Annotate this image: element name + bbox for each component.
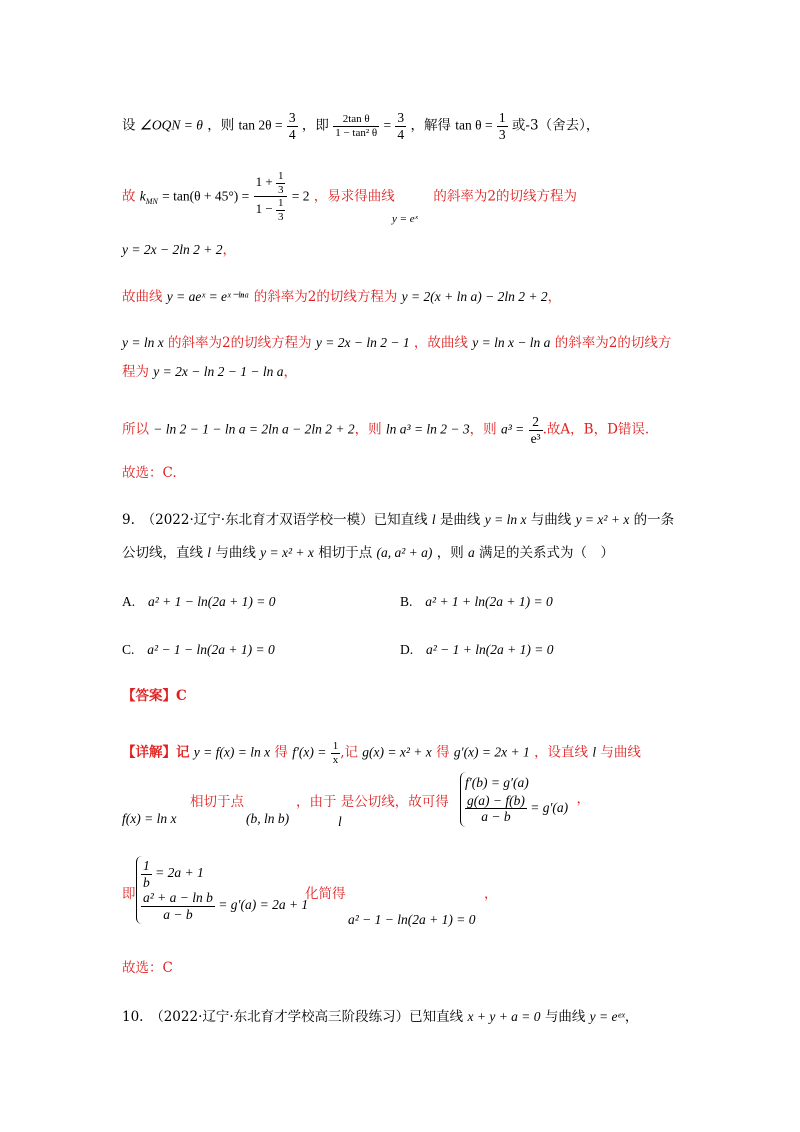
- math: y = 2x − ln 2 − 1: [315, 335, 410, 350]
- math: y = 2x − ln 2 − 1 − ln a: [153, 364, 284, 379]
- question-9-line-1: 9. （2022·辽宁·东北育才双语学校一模）已知直线 l 是曲线 y = ln x 与曲线 y = x² + x 的一条: [122, 512, 675, 528]
- detail-line-3-result: a² − 1 − ln(2a + 1) = 0: [348, 912, 476, 927]
- line-7: 所以 − ln 2 − 1 − ln a = 2ln a − 2ln 2 + 2，则 ln a³ = ln 2 − 3，则 a³ = $\frac{2}{\text{e³}}$ .故A，B，D错误.: [122, 414, 650, 446]
- math: y = ln x − ln a: [472, 335, 551, 350]
- text: 的斜率为2的切线方程为: [433, 188, 577, 205]
- text: 设: [122, 117, 136, 134]
- math: y = aeˣ = eˣ⁻ˡⁿᵃ: [166, 289, 250, 304]
- detail-line-2-l: l: [338, 814, 342, 829]
- curve-label: y = eˣ: [392, 213, 418, 225]
- detail-line-2-text2: ，由于 是公切线，故可得: [296, 794, 449, 810]
- math: a³ =: [500, 421, 525, 437]
- math: y = ln x: [122, 335, 164, 350]
- text: 或-3（舍去），: [511, 117, 600, 134]
- math: = tan(θ + 45°) =: [162, 188, 250, 204]
- option-c: C. a² − 1 − ln(2a + 1) = 0: [122, 642, 275, 657]
- math: tan θ =: [455, 117, 493, 133]
- detail-line-3-simplify: 化简得: [305, 886, 346, 902]
- math: − ln 2 − 1 − ln a = 2ln a − 2ln 2 + 2: [153, 421, 355, 437]
- math: tan 2θ =: [238, 117, 283, 133]
- fraction: $\frac{1}{3}$: [498, 110, 506, 142]
- math: = 2: [291, 188, 310, 204]
- detail-line-3-tail: ，: [484, 886, 498, 902]
- question-10: 10. （2022·辽宁·东北育才学校高三阶段练习）已知直线 x + y + a = 0 与曲线 y = eᵉˣ，: [122, 1009, 639, 1025]
- fraction: $\frac{3}{4}$: [397, 110, 405, 142]
- detail-line-4: 故选：C: [122, 960, 173, 976]
- line-5: y = ln x 的斜率为2的切线方程为 y = 2x − ln 2 − 1 ，故曲线 y = ln x − ln a 的斜率为2的切线方: [122, 335, 672, 351]
- line-1: 设 ∠OQN = θ ，则 tan 2θ = $\frac{3}{4}$ ，即 $\frac{\text{2tan θ}}{\text{1 − tan² θ}}$ = $\frac{3}{4}$ ，解得 tan θ = $\frac{1}{3}$ 或-3（舍去），: [122, 110, 600, 142]
- fraction: $\frac{2}{\text{e³}}$: [530, 414, 541, 446]
- text: ，解得: [410, 117, 451, 134]
- fraction: $\frac{\text{2tan θ}}{\text{1 − tan² θ}}$: [335, 112, 378, 139]
- math-sub: MN: [145, 196, 158, 206]
- option-b: B. a² + 1 + ln(2a + 1) = 0: [400, 594, 553, 609]
- math: y = 2x − 2ln 2 + 2: [122, 242, 223, 257]
- fraction: $\frac{3}{4}$: [288, 110, 296, 142]
- math-angle: ∠OQN = θ: [139, 117, 203, 133]
- line-3: y = 2x − 2ln 2 + 2，: [122, 242, 236, 258]
- line-2: [122, 170, 577, 224]
- line-6: 程为 y = 2x − ln 2 − 1 − ln a，: [122, 364, 297, 380]
- detail-line-2-text: 相切于点: [190, 794, 244, 810]
- compound-fraction: 1 + $\frac{1}{3}$ 1 − $\frac{1}{3}$: [254, 170, 288, 224]
- line-4: 故曲线 y = aeˣ = eˣ⁻ˡⁿᵃ 的斜率为2的切线方程为 y = 2(x + ln a) − 2ln 2 + 2，: [122, 289, 562, 305]
- answer: 【答案】C: [122, 688, 187, 704]
- option-a: A. a² + 1 − ln(2a + 1) = 0: [122, 594, 276, 609]
- detail-system-1: f′(b) = g′(a) $\frac{g(a) - f(b)}{a - b}$ = g′(a) ，: [460, 772, 590, 827]
- detail-line-2-func: f(x) = ln x: [122, 811, 177, 826]
- detail-line-3-prefix: 即: [122, 886, 136, 902]
- text: 故: [122, 188, 136, 205]
- line-8: 故选：C.: [122, 465, 177, 481]
- text: ，易求得曲线: [313, 188, 395, 205]
- math: k: [139, 188, 146, 204]
- detail-line-2-point: (b, ln b): [246, 811, 290, 826]
- text: ，即: [301, 117, 329, 134]
- math: ln a³ = ln 2 − 3: [385, 421, 470, 437]
- math: y = 2(x + ln a) − 2ln 2 + 2: [401, 289, 548, 304]
- detail-line-1: 【详解】记 y = f(x) = ln x 得 f′(x) = $\frac{1}{x}$ ,记 g(x) = x² + x 得 g′(x) = 2x + 1 ，设直线 l 与曲线: [122, 740, 641, 766]
- detail-system-2: $\frac{1}{b}$ = 2a + 1 $\frac{\text{a² + a − ln b}}{a - b}$ = g′(a) = 2a + 1: [136, 856, 312, 924]
- option-d: D. a² − 1 + ln(2a + 1) = 0: [400, 642, 554, 657]
- text: ，则: [207, 117, 235, 134]
- question-9-line-2: 公切线，直线 l 与曲线 y = x² + x 相切于点 (a, a² + a) ，则 a 满足的关系式为（ ）: [122, 545, 615, 561]
